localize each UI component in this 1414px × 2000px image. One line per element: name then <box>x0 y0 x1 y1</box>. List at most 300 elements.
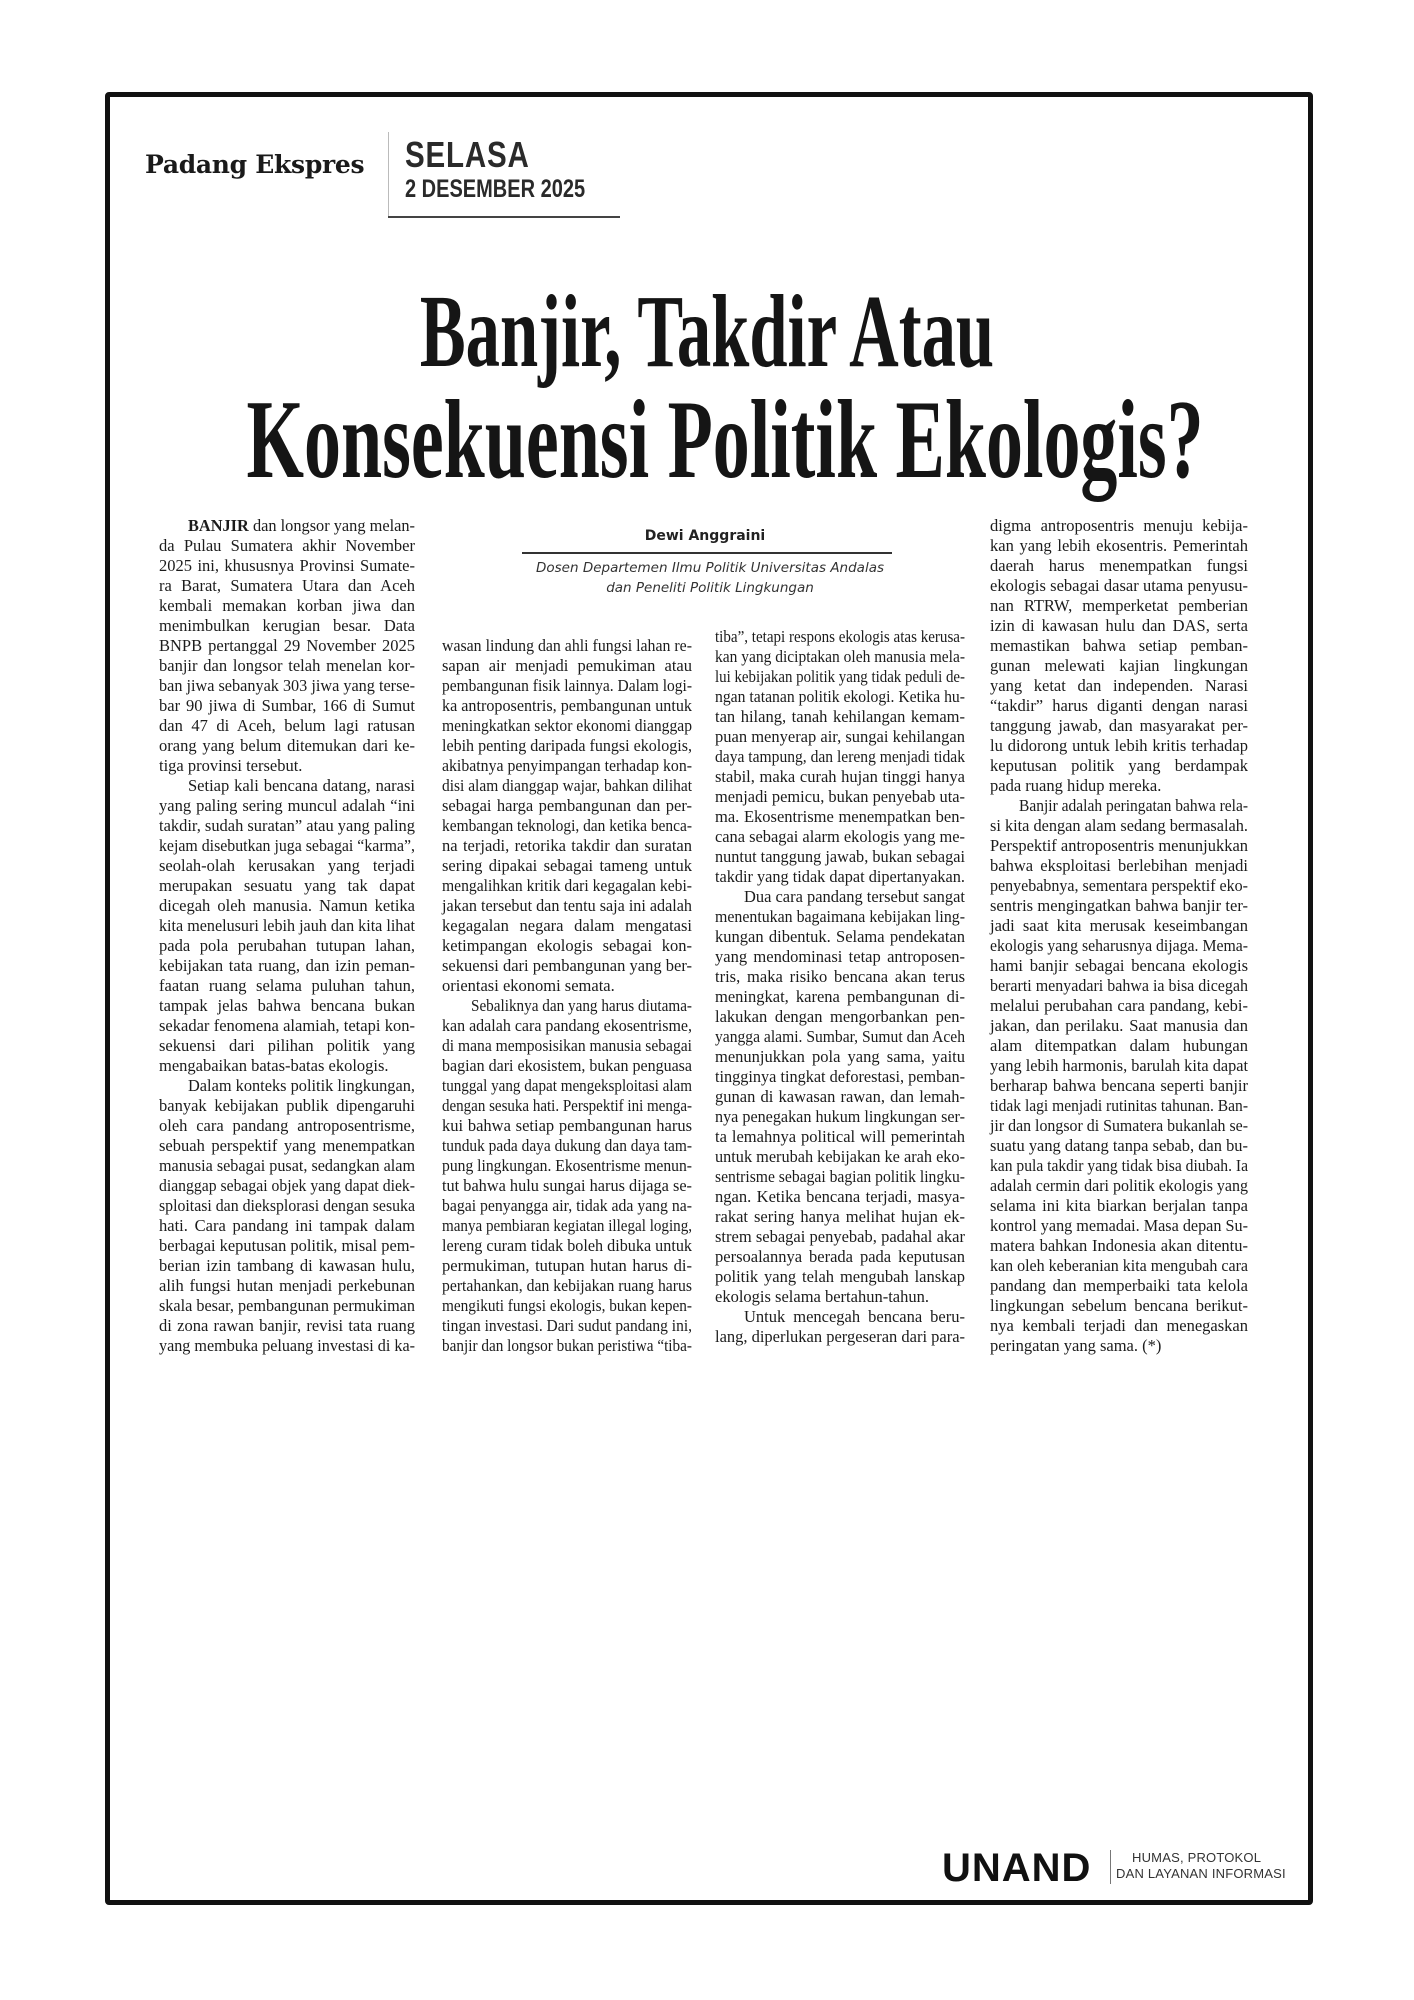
text-line-content <box>442 696 692 716</box>
line-text: sentrisme sebagai bagian politik lingku- <box>715 1167 965 1186</box>
line-text: kan oleh keberanian kita mengubah cara <box>990 1256 1248 1275</box>
text-line <box>715 927 965 947</box>
line-text: ta lemahnya political will pemerintah <box>715 1127 965 1146</box>
text-line-content <box>990 756 1248 776</box>
line-text: BNPB pertanggal 29 November 2025 <box>159 636 415 655</box>
line-text: menunjukkan pola yang sama, yaitu <box>715 1047 965 1066</box>
text-line-content <box>990 596 1248 616</box>
text-line-content <box>159 1256 415 1276</box>
text-line <box>442 1016 692 1036</box>
line-text: tiga provinsi tersebut. <box>159 756 303 775</box>
line-text: sentris mengingatkan bahwa banjir ter- <box>990 896 1248 915</box>
text-line-content <box>159 1296 415 1316</box>
text-line-content <box>715 1207 965 1227</box>
text-line <box>159 556 415 576</box>
line-text: daerah harus menempatkan fungsi <box>990 556 1248 575</box>
text-line <box>990 556 1248 576</box>
text-line <box>715 947 965 967</box>
text-line-content <box>159 1036 415 1056</box>
text-line-content <box>159 1156 415 1176</box>
text-line-content <box>990 1016 1248 1036</box>
text-line-content <box>442 736 692 756</box>
line-text: alam ditempatkan dalam hubungan <box>990 1036 1248 1055</box>
text-line-content <box>442 636 692 656</box>
text-line <box>990 1196 1248 1216</box>
line-text: lingkungan sebelum bencana berikut- <box>990 1296 1248 1315</box>
text-line-content <box>990 1196 1248 1216</box>
text-line <box>990 1136 1248 1156</box>
line-text: tunduk pada daya dukung dan daya tam- <box>442 1136 692 1155</box>
line-text: dan 47 di Aceh, belum lagi ratusan <box>159 716 415 735</box>
line-text: dengan sesuka hati. Perspektif ini menga- <box>442 1096 692 1115</box>
line-text: “takdir” harus diganti dengan narasi <box>990 696 1248 715</box>
paragraph <box>159 516 415 776</box>
text-line <box>715 907 965 927</box>
text-line <box>715 987 965 1007</box>
text-line <box>990 736 1248 756</box>
line-text: akibatnya penyimpangan terhadap kon- <box>442 756 692 775</box>
text-line <box>990 1316 1248 1336</box>
text-line-content <box>744 1307 965 1327</box>
text-line <box>715 747 965 767</box>
text-line-content <box>715 847 965 867</box>
text-line-content <box>715 1067 965 1087</box>
text-line <box>159 816 415 836</box>
text-line-content <box>715 967 965 987</box>
text-line-content <box>442 1136 692 1156</box>
text-line <box>442 816 692 836</box>
text-line-content <box>990 716 1248 736</box>
text-line <box>990 616 1248 636</box>
line-text: pandang dan memperbaiki tata kelola <box>990 1276 1248 1295</box>
text-line-content <box>990 776 1161 796</box>
text-line <box>159 1316 415 1336</box>
line-text: kembangan teknologi, dan ketika benca- <box>442 816 692 835</box>
text-line <box>159 696 415 716</box>
line-text: permukiman, tutupan hutan harus di- <box>442 1256 692 1275</box>
line-text: kui bahwa setiap pembangunan harus <box>442 1116 692 1135</box>
text-line <box>990 1076 1248 1096</box>
text-line <box>990 596 1248 616</box>
text-line <box>715 1207 965 1227</box>
text-line-content <box>715 1127 965 1147</box>
text-line-content <box>159 676 415 696</box>
line-text: tiba”, tetapi respons ekologis atas kerusa- <box>715 627 965 646</box>
text-line-content <box>990 836 1248 856</box>
text-line <box>715 1167 965 1187</box>
unit-name-line-2: DAN LAYANAN INFORMASI <box>1116 1866 1286 1881</box>
line-text: tris, maka risiko bencana akan terus <box>715 967 965 986</box>
line-text: berbagai keputusan politik, misal pem- <box>159 1236 415 1255</box>
text-line <box>442 1316 692 1336</box>
line-text: strem sebagai penyebab, padahal akar <box>715 1227 965 1246</box>
line-text: bar 90 jiwa di Sumbar, 166 di Sumut <box>159 696 415 715</box>
text-line <box>442 1296 692 1316</box>
line-text: banyak kebijakan publik dipengaruhi <box>159 1096 415 1115</box>
text-line-content <box>715 1267 965 1287</box>
text-line <box>159 1216 415 1236</box>
text-line-content <box>715 1047 965 1067</box>
line-text: jakan, dan perilaku. Saat manusia dan <box>990 1016 1248 1035</box>
text-line <box>715 1027 965 1047</box>
text-line-content <box>744 887 965 907</box>
text-line <box>442 996 692 1016</box>
text-line <box>159 676 415 696</box>
text-line-content <box>442 1216 692 1236</box>
text-line-content <box>159 1236 415 1256</box>
text-line <box>990 536 1248 556</box>
text-line-content <box>990 1276 1248 1296</box>
date-underline <box>388 216 620 218</box>
text-line-content <box>442 1176 692 1196</box>
line-text: jir dan longsor di Sumatera bukanlah se- <box>990 1116 1248 1135</box>
line-text: yang lebih harmonis, barulah kita dapat <box>990 1056 1248 1075</box>
line-text: dan longsor yang melan- <box>248 516 415 535</box>
text-line <box>715 1147 965 1167</box>
headline-line-1 <box>0 272 1414 391</box>
text-line-content <box>715 987 965 1007</box>
publication-name: Padang Ekspres <box>145 150 365 179</box>
text-line <box>990 516 1248 536</box>
line-text: jadi saat kita merusak keseimbangan <box>990 916 1248 935</box>
line-text: stabil, maka curah hujan tinggi hanya <box>715 767 965 786</box>
text-line <box>159 736 415 756</box>
text-line <box>990 1116 1248 1136</box>
line-text: tingan investasi. Dari sudut pandang ini, <box>442 1316 692 1335</box>
paragraph <box>715 627 965 887</box>
line-text: untuk merubah kebijakan ke arah eko- <box>715 1147 965 1166</box>
line-text: nuntut tanggung jawab, bukan sebagai <box>715 847 965 866</box>
text-line-content <box>990 976 1248 996</box>
text-line <box>159 616 415 636</box>
article-column-1 <box>159 516 415 1356</box>
text-line-content <box>990 1236 1248 1256</box>
text-line-content <box>471 996 692 1016</box>
line-text: kan pula takdir yang tidak bisa diubah. Ia <box>990 1156 1248 1175</box>
line-text: bagian dari ekosistem, bukan penguasa <box>442 1056 692 1075</box>
text-line-content <box>442 1296 692 1316</box>
paragraph <box>159 1076 415 1356</box>
line-text: seolah-olah kerusakan yang terjadi <box>159 856 415 875</box>
text-line <box>442 1076 692 1096</box>
text-line <box>990 1236 1248 1256</box>
text-line-content <box>990 556 1248 576</box>
text-line <box>159 1036 415 1056</box>
line-text: hami banjir sebagai bencana ekologis <box>990 956 1248 975</box>
line-text: kan adalah cara pandang ekosentrisme, <box>442 1016 692 1035</box>
line-text: orang yang belum ditemukan dari ke- <box>159 736 415 755</box>
text-line <box>715 967 965 987</box>
line-text: Sebaliknya dan yang harus diutama- <box>471 996 692 1015</box>
text-line <box>159 636 415 656</box>
line-text: di zona rawan banjir, revisi tata ruang <box>159 1316 415 1335</box>
text-line <box>715 647 965 667</box>
line-text: sapan air menjadi pemukiman atau <box>442 656 692 675</box>
line-text: gunan melewati kajian lingkungan <box>990 656 1248 675</box>
text-line <box>715 1127 965 1147</box>
text-line <box>159 576 415 596</box>
text-line-content <box>159 716 415 736</box>
paragraph <box>990 516 1248 796</box>
line-text: sebuah perspektif yang menempatkan <box>159 1136 415 1155</box>
text-line <box>715 827 965 847</box>
line-text: manusia sebagai pusat, sedangkan alam <box>159 1156 415 1175</box>
line-text: Setiap kali bencana datang, narasi <box>188 776 415 795</box>
text-line <box>715 1087 965 1107</box>
text-line <box>159 756 415 776</box>
line-text: pembangunan fisik lainnya. Dalam logi- <box>442 676 692 695</box>
text-line-content <box>990 616 1248 636</box>
line-text: sekadar fenomena alamiah, tetapi kon- <box>159 1016 415 1035</box>
text-line-content <box>715 1287 929 1307</box>
text-line-content <box>159 616 415 636</box>
text-line <box>442 916 692 936</box>
line-text: tunggal yang dapat mengeksploitasi alam <box>442 1076 692 1095</box>
line-text: merupakan sesuatu yang tak dapat <box>159 876 415 895</box>
text-line-content <box>159 896 415 916</box>
text-line-content <box>442 776 692 796</box>
text-line <box>715 1187 965 1207</box>
text-line-content <box>442 916 692 936</box>
text-line-content <box>442 1236 692 1256</box>
text-line <box>159 1056 415 1076</box>
text-line <box>442 796 692 816</box>
text-line <box>715 687 965 707</box>
text-line-content <box>715 927 965 947</box>
text-line-content <box>442 676 692 696</box>
text-line <box>715 807 965 827</box>
text-line-content <box>159 1316 415 1336</box>
line-text: berarti menyadari bahwa ia bisa dicegah <box>990 976 1248 995</box>
text-line <box>715 627 965 647</box>
line-text: Dua cara pandang tersebut sangat <box>744 887 965 906</box>
text-line <box>442 836 692 856</box>
line-text: kejam disebutkan juga sebagai “karma”, <box>159 836 415 855</box>
text-line-content <box>159 636 415 656</box>
text-line-content <box>442 1056 692 1076</box>
line-text: ban jiwa sebanyak 303 jiwa yang terse- <box>159 676 415 695</box>
text-line-content <box>159 916 415 936</box>
author-divider <box>522 552 892 554</box>
text-line-content <box>442 1276 692 1296</box>
text-line <box>990 1216 1248 1236</box>
text-line-content <box>715 1187 965 1207</box>
text-line-content <box>159 756 302 776</box>
text-line <box>990 1036 1248 1056</box>
line-text: ekologis sebagai dasar utama penyusu- <box>990 576 1248 595</box>
text-line-content <box>442 876 692 896</box>
text-line-content <box>159 1056 389 1076</box>
text-line <box>159 1096 415 1116</box>
line-text: jakan tersebut dan tentu saja ini adalah <box>442 896 692 915</box>
text-line-content <box>159 536 415 556</box>
text-line-content <box>442 1096 692 1116</box>
line-text: kita menelusuri lebih jauh dan kita lihat <box>159 916 415 935</box>
text-line <box>159 896 415 916</box>
text-line-content <box>715 867 965 887</box>
text-line-content <box>990 1056 1248 1076</box>
text-line <box>990 1176 1248 1196</box>
line-text: menentukan bagaimana kebijakan ling- <box>715 907 965 926</box>
text-line-content <box>715 1147 965 1167</box>
text-line <box>715 727 965 747</box>
text-line <box>159 1136 415 1156</box>
line-text: tampak jelas bahwa bencana bukan <box>159 996 415 1015</box>
text-line <box>715 767 965 787</box>
text-line <box>715 1307 965 1327</box>
text-line <box>159 976 415 996</box>
line-text: tingginya tingkat deforestasi, pemban- <box>715 1067 965 1086</box>
line-text: bahwa eksploitasi berlebihan menjadi <box>990 856 1248 875</box>
line-text: lakukan dengan mengorbankan pen- <box>715 1007 965 1026</box>
text-line-content <box>990 1116 1248 1136</box>
text-line-content <box>990 696 1248 716</box>
line-text: disi alam dianggap wajar, bahkan dilihat <box>442 776 692 795</box>
text-line-content <box>715 807 965 827</box>
text-line <box>442 1176 692 1196</box>
line-text: mengabaikan batas-batas ekologis. <box>159 1056 389 1075</box>
text-line-content <box>990 956 1248 976</box>
text-line <box>159 1076 415 1096</box>
text-line <box>159 656 415 676</box>
text-line-content <box>990 816 1248 836</box>
text-line-content <box>990 1076 1248 1096</box>
line-text: yang paling sering muncul adalah “ini <box>159 796 415 815</box>
line-text: lu didorong untuk lebih kritis terhadap <box>990 736 1248 755</box>
text-line <box>159 516 415 536</box>
text-line-content <box>159 1276 415 1296</box>
text-line-content <box>159 1136 415 1156</box>
text-line-content <box>442 1196 692 1216</box>
text-line <box>159 536 415 556</box>
line-text: dianggap sebagai objek yang dapat diek- <box>159 1176 415 1195</box>
headline-text-1: Banjir, Takdir Atau <box>419 274 995 389</box>
text-line-content <box>442 796 692 816</box>
line-text: Untuk mencegah bencana beru- <box>744 1307 965 1326</box>
text-line-content <box>990 916 1248 936</box>
line-text: ketimpangan ekologis sebagai kon- <box>442 936 692 955</box>
text-line-content <box>159 736 415 756</box>
line-text: selama ini kita biarkan berjalan tanpa <box>990 1196 1248 1215</box>
text-line-content <box>159 1116 415 1136</box>
text-line <box>442 1156 692 1176</box>
text-line-content <box>990 896 1248 916</box>
line-text: lang, diperlukan pergeseran dari para- <box>715 1327 965 1346</box>
text-line <box>442 1116 692 1136</box>
line-text: memastikan bahwa setiap pemban- <box>990 636 1248 655</box>
text-line <box>715 887 965 907</box>
text-line <box>990 1016 1248 1036</box>
text-line <box>442 1056 692 1076</box>
publication-date: 2 DESEMBER 2025 <box>405 175 586 203</box>
author-name: Dewi Anggraini <box>644 528 766 544</box>
text-line-content <box>990 676 1248 696</box>
line-text: nya kembali terjadi dan menegaskan <box>990 1316 1248 1335</box>
text-line <box>990 576 1248 596</box>
line-text: berian izin tambang di kawasan hulu, <box>159 1256 415 1275</box>
text-line-content <box>715 1327 965 1347</box>
lead-in-word: BANJIR <box>188 516 249 535</box>
text-line-content <box>159 956 415 976</box>
text-line <box>715 667 965 687</box>
line-text: matera bahkan Indonesia akan ditentu- <box>990 1236 1248 1255</box>
text-line-content <box>990 1036 1248 1056</box>
text-line-content <box>159 876 415 896</box>
text-line-content <box>715 1167 965 1187</box>
line-text: ka antroposentris, pembangunan untuk <box>442 696 692 715</box>
text-line-content <box>442 836 692 856</box>
line-text: orientasi ekonomi semata. <box>442 976 615 995</box>
text-line <box>990 1276 1248 1296</box>
text-line-content <box>159 816 415 836</box>
line-text: di mana memposisikan manusia sebagai <box>442 1036 692 1055</box>
text-line <box>990 896 1248 916</box>
paragraph <box>159 776 415 1076</box>
text-line <box>159 956 415 976</box>
line-text: sekuensi dari pilihan politik yang <box>159 1036 415 1055</box>
text-line-content <box>159 1176 415 1196</box>
line-text: ngan tatanan politik ekologi. Ketika hu- <box>715 687 965 706</box>
text-line-content <box>990 876 1248 896</box>
line-text: kebijakan tata ruang, dan izin peman- <box>159 956 415 975</box>
text-line <box>442 896 692 916</box>
line-text: digma antroposentris menuju kebija- <box>990 516 1248 535</box>
text-line-content <box>442 896 692 916</box>
line-text: banjir dan longsor telah menelan kor- <box>159 656 415 675</box>
text-line-content <box>442 1336 692 1356</box>
unit-name-line-1: HUMAS, PROTOKOL <box>1132 1850 1262 1865</box>
line-text: pung lingkungan. Ekosentrisme menun- <box>442 1156 692 1175</box>
headline-line-2 <box>0 376 1414 505</box>
text-line <box>159 1156 415 1176</box>
line-text: manya pembiaran kegiatan illegal loging, <box>442 1216 692 1235</box>
paragraph <box>442 996 692 1356</box>
text-line-content <box>990 1216 1248 1236</box>
text-line-content <box>442 1016 692 1036</box>
text-line-content <box>442 936 692 956</box>
text-line-content <box>715 827 965 847</box>
text-line <box>159 1276 415 1296</box>
text-line <box>990 1156 1248 1176</box>
logo-divider <box>1110 1850 1111 1884</box>
text-line-content <box>159 1336 415 1356</box>
text-line <box>990 856 1248 876</box>
text-line <box>990 1336 1248 1356</box>
line-text: persoalannya berada pada keputusan <box>715 1247 965 1266</box>
line-text: menimbulkan kerugian besar. Data <box>159 616 415 635</box>
text-line <box>990 716 1248 736</box>
line-text: Perspektif antroposentris menunjukkan <box>990 836 1248 855</box>
text-line-content <box>715 767 965 787</box>
text-line-content <box>159 576 415 596</box>
line-text: takdir, sudah suratan” atau yang paling <box>159 816 415 835</box>
text-line <box>990 1096 1248 1116</box>
text-line <box>442 876 692 896</box>
text-line <box>990 776 1248 796</box>
line-text: kan yang diciptakan oleh manusia mela- <box>715 647 965 666</box>
line-text: yang mendominasi tetap antroposen- <box>715 947 965 966</box>
text-line <box>442 656 692 676</box>
text-line-content <box>159 1216 415 1236</box>
text-line <box>159 1336 415 1356</box>
text-line <box>715 1067 965 1087</box>
text-line <box>159 1196 415 1216</box>
line-text: peringatan yang sama. (*) <box>990 1336 1162 1355</box>
text-line-content <box>159 856 415 876</box>
text-line <box>442 1336 692 1356</box>
line-text: lui kebijakan politik yang tidak peduli de- <box>715 667 965 686</box>
text-line-content <box>442 856 692 876</box>
